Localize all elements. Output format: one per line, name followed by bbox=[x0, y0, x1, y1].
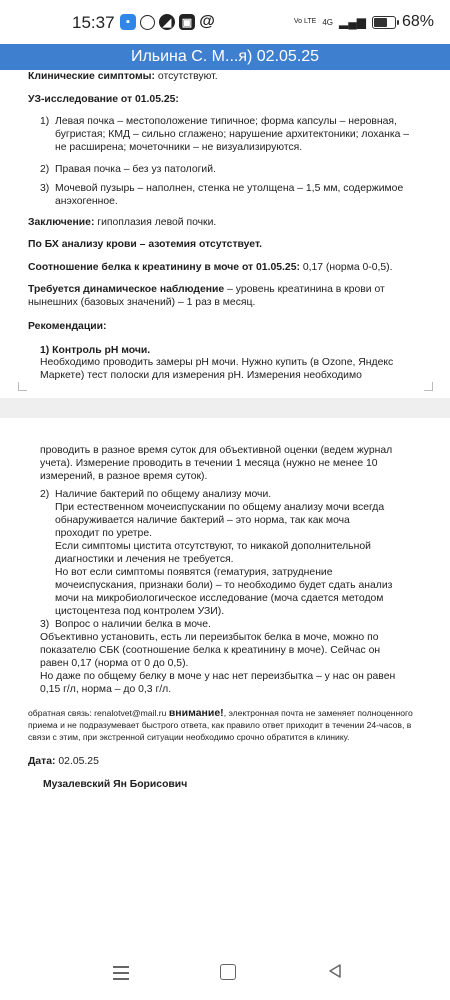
signal-bars-icon: ▂▄▆ bbox=[339, 15, 366, 29]
ratio-value: 0,17 (норма 0-0,5). bbox=[299, 262, 393, 273]
battery-icon bbox=[372, 16, 396, 29]
notification-icons bbox=[120, 14, 215, 30]
rec-1-text: Необходимо проводить замеры pH мочи. Нужно купить (в Ozone, Яндекс Маркете) тест полоски для измерения pH. Измерения необходимо bbox=[40, 357, 394, 381]
date-value: 02.05.25 bbox=[55, 756, 99, 767]
document-page-2[interactable] bbox=[0, 418, 450, 818]
mail-app-icon: ◢ bbox=[159, 14, 175, 30]
signal-4g-icon: 4G bbox=[322, 17, 333, 27]
clinical-value: отсутствуют. bbox=[155, 71, 218, 82]
rec-3-title bbox=[40, 618, 420, 631]
rec-2-text: Наличие бактерий по общему анализу мочи. bbox=[55, 489, 272, 500]
rec-3-paragraph-2: Но даже по общему белку в моче у нас нет переизбытка – у нас он равен 0,15 г/л, норма – до 0,3 г/л. bbox=[40, 671, 396, 695]
dynamic-observation bbox=[28, 283, 426, 309]
volte-icon: Vo LTE bbox=[293, 18, 317, 25]
clinical-symptoms bbox=[28, 70, 426, 83]
dynamic-label: Требуется динамическое наблюдение bbox=[28, 284, 225, 295]
rec-2-title bbox=[40, 488, 420, 501]
rec-2-number: 2) bbox=[40, 489, 50, 500]
battery-fill bbox=[374, 18, 387, 27]
rec-3-number: 3) bbox=[40, 619, 50, 630]
page-separator bbox=[0, 398, 450, 418]
conclusion bbox=[28, 216, 426, 229]
rec-1-text-continued: проводить в разное время суток для объективной оценки (ведем журнал учета). Измерение проводить в течении 1 месяца (нужно не менее 10 измерений, в разное время суток). bbox=[40, 445, 393, 482]
feedback-label: обратная связь: renalotvet@mail.ru bbox=[28, 708, 167, 718]
us-item-2 bbox=[40, 163, 420, 176]
rec-1-title: 1) Контроль pH мочи. bbox=[40, 345, 151, 356]
us-item-1 bbox=[40, 115, 420, 154]
recommendations-heading: Рекомендации: bbox=[28, 321, 107, 332]
page-corner-mark bbox=[424, 382, 433, 391]
rec-3-text: Вопрос о наличии белка в моче. bbox=[55, 619, 211, 630]
date-label: Дата: bbox=[28, 756, 56, 767]
at-sign-icon: @ bbox=[199, 13, 215, 30]
system-navigation-bar bbox=[0, 948, 450, 1000]
us-item-number: 1) bbox=[40, 116, 50, 127]
doctor-name: Музалевский Ян Борисович bbox=[43, 779, 188, 790]
document-title: Ильина С. М...я) 02.05.25 bbox=[130, 48, 320, 65]
battery-percent: 68% bbox=[401, 13, 434, 30]
ring-app-icon bbox=[140, 15, 155, 30]
back-icon[interactable] bbox=[327, 963, 343, 979]
app-notification-icon: ▪ bbox=[120, 14, 136, 30]
rec-2-paragraph-1: При естественном мочеиспускании по общему анализу мочи всегда обнаруживается наличие бактерий – это норма, так как моча проходит по уретре. bbox=[55, 502, 385, 539]
rec-2-paragraph-2: Если симптомы цистита отсутствуют, то никакой дополнительной диагностики и лечения не требуется. bbox=[55, 541, 371, 565]
conclusion-value: гипоплазия левой почки. bbox=[94, 217, 217, 228]
us-heading: УЗ-исследование от 01.05.25: bbox=[28, 94, 179, 105]
us-item-number: 3) bbox=[40, 183, 50, 194]
conclusion-label: Заключение: bbox=[28, 217, 95, 228]
date-line bbox=[28, 755, 426, 768]
feedback-text: , электронная почта не заменяет полноценного приема и не подразумевает быстрого ответа, как правило ответ приходит в течении 24-часов, в связи с этим, при экстренной ситуации необходимо срочно обратится в клинику. bbox=[28, 708, 413, 742]
gallery-app-icon: ▣ bbox=[179, 14, 195, 30]
protein-ratio bbox=[28, 261, 426, 274]
rec-3-paragraph-1: Объективно установить, есть ли переизбыток белка в моче, можно по показателю СБК (соотношение белка к креатинину в моче). Сейчас он равен 0,17 (норма от 0 до 0,5). bbox=[40, 632, 381, 669]
us-item-text: Мочевой пузырь – наполнен, стенка не утолщена – 1,5 мм, содержимое анэхогенное. bbox=[55, 183, 404, 207]
page-corner-mark bbox=[18, 382, 27, 391]
attention-label: внимание! bbox=[168, 707, 224, 719]
feedback-note bbox=[28, 707, 422, 743]
clinical-label: Клинические симптомы: bbox=[28, 71, 156, 82]
status-time: 15:37 bbox=[72, 13, 115, 32]
document-page-1[interactable] bbox=[0, 70, 450, 390]
us-item-number: 2) bbox=[40, 164, 50, 175]
bh-analysis: По БХ анализу крови – азотемия отсутствует. bbox=[28, 239, 263, 250]
recent-apps-icon[interactable] bbox=[113, 966, 129, 980]
home-icon[interactable] bbox=[220, 964, 236, 980]
dynamic-value: – уровень креатинина в крови от нынешних (базовых значений) – 1 раз в месяц. bbox=[28, 284, 385, 308]
us-item-text: Правая почка – без уз патологий. bbox=[55, 164, 216, 175]
document-title-bar[interactable] bbox=[0, 44, 450, 70]
ratio-label: Соотношение белка к креатинину в моче от 01.05.25: bbox=[28, 262, 300, 273]
us-item-text: Левая почка – местоположение типичное; форма капсулы – неровная, бугристая; КМД – сильно сглажено; нарушение архитектоники; лоханка – не расширена; мочеточники – не визуализируются. bbox=[55, 116, 410, 153]
us-item-3 bbox=[40, 182, 420, 208]
status-bar bbox=[0, 0, 450, 42]
rec-2-paragraph-3: Но вот если симптомы появятся (гематурия, затруднение мочеиспускания, признаки боли) – то необходимо будет сдать анализ мочи на микробиологическое исследование (моча сдается методом цистоцентеза под контролем УЗИ). bbox=[55, 567, 393, 617]
